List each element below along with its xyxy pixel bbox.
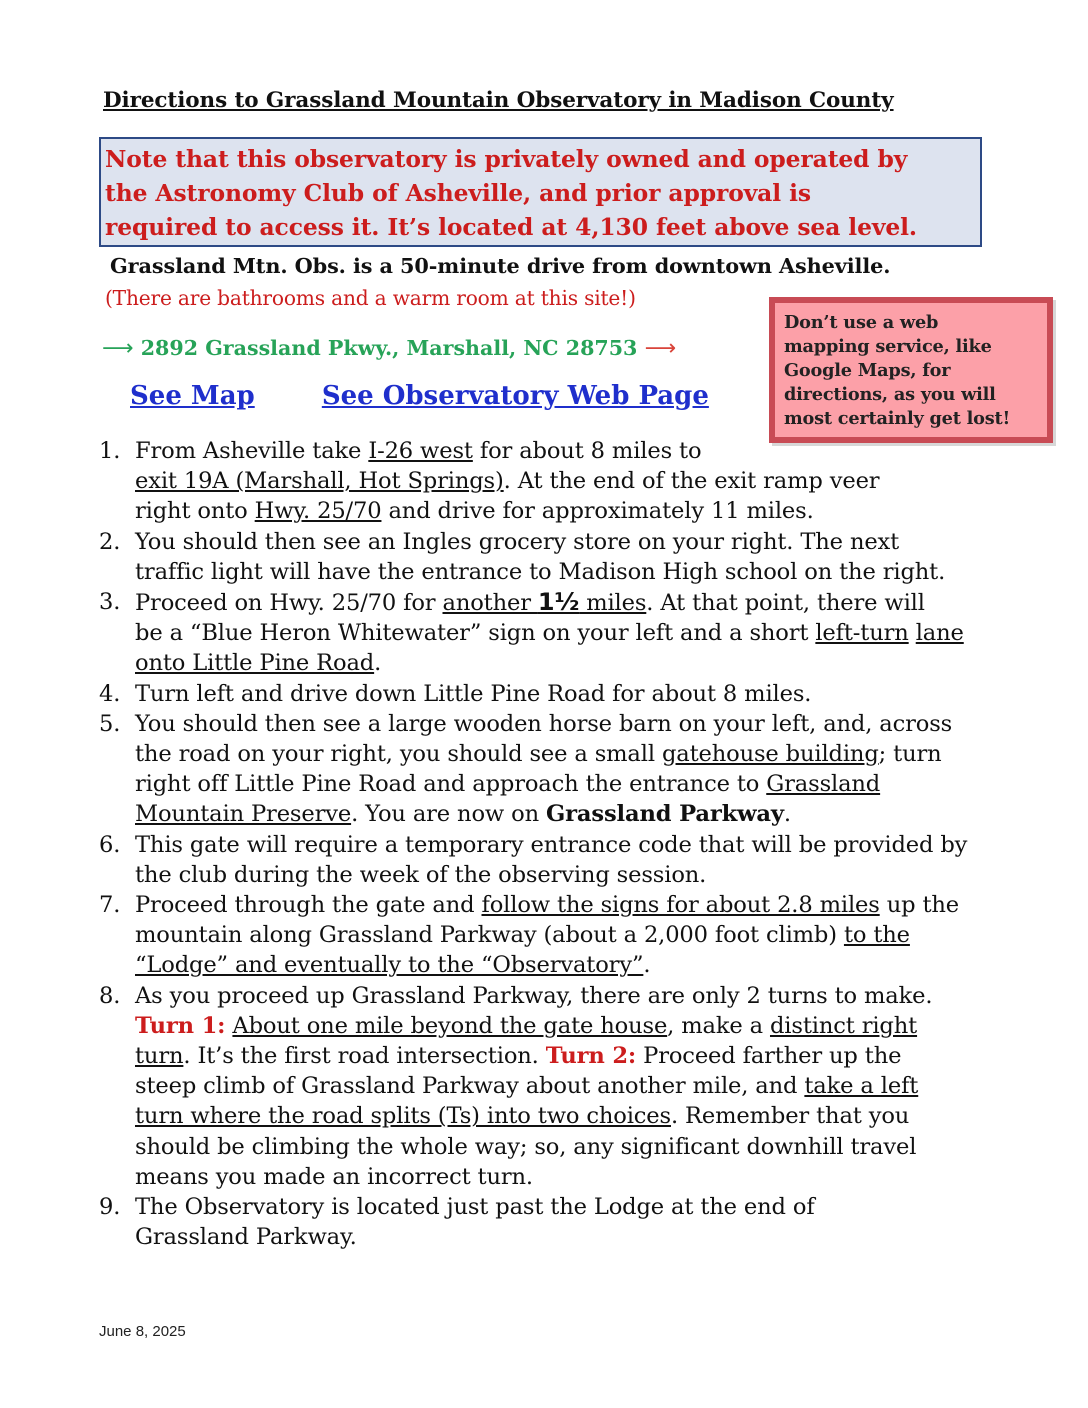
drive-time: Grassland Mtn. Obs. is a 50-minute drive from downtown Asheville. <box>110 253 891 278</box>
bathrooms-note: (There are bathrooms and a warm room at this site!) <box>105 286 636 310</box>
directions-list <box>99 436 999 1252</box>
step-number: 8. <box>99 982 121 1009</box>
step-line: should be climbing the whole way; so, any significant downhill travel <box>135 1133 917 1160</box>
observatory-web-page-link[interactable]: See Observatory Web Page <box>321 381 709 411</box>
arrow-right-icon: ⟶ <box>644 336 677 361</box>
step-line: right off Little Pine Road and approach the entrance to Grassland <box>135 771 881 798</box>
step-number: 7. <box>99 892 121 919</box>
step-line: Mountain Preserve. You are now on Grassland Parkway. <box>135 801 791 828</box>
step-line: turn where the road splits (Ts) into two choices. Remember that you <box>135 1103 910 1130</box>
step-number: 6. <box>99 831 121 858</box>
see-map-link[interactable]: See Map <box>130 381 255 411</box>
step-line: As you proceed up Grassland Parkway, there are only 2 turns to make. <box>135 982 933 1009</box>
step-line: The Observatory is located just past the Lodge at the end of <box>135 1194 815 1221</box>
step-line: right onto Hwy. 25/70 and drive for approximately 11 miles. <box>135 498 814 525</box>
approval-note <box>99 137 982 247</box>
step-line: the club during the week of the observing session. <box>135 861 707 888</box>
address-text: 2892 Grassland Pkwy., Marshall, NC 28753 <box>140 336 638 360</box>
direction-step <box>99 709 999 830</box>
warning-line: most certainly get lost! <box>784 408 1011 429</box>
step-line: Turn left and drive down Little Pine Road for about 8 miles. <box>135 680 812 707</box>
direction-step <box>99 679 999 709</box>
step-line: You should then see a large wooden horse barn on your left, and, across <box>135 710 953 737</box>
step-line: Turn 1: About one mile beyond the gate house, make a distinct right <box>135 1012 918 1039</box>
step-line: traffic light will have the entrance to Madison High school on the right. <box>135 558 946 585</box>
step-line: Proceed through the gate and follow the signs for about 2.8 miles up the <box>135 892 960 919</box>
step-line: steep climb of Grassland Parkway about another mile, and take a left <box>135 1073 919 1100</box>
step-line: From Asheville take I-26 west for about 8 miles to <box>135 438 702 464</box>
warning-line: Don’t use a web <box>784 312 939 333</box>
step-number: 1. <box>99 438 121 464</box>
step-line: You should then see an Ingles grocery store on your right. The next <box>135 528 900 555</box>
step-number: 2. <box>99 528 121 555</box>
map-warning-text <box>775 303 1047 437</box>
step-number: 5. <box>99 710 121 737</box>
warning-line: Google Maps, for <box>784 360 951 381</box>
note-line: required to access it. It’s located at 4,130 feet above sea level. <box>105 213 917 241</box>
note-line: Note that this observatory is privately owned and operated by <box>105 145 908 173</box>
document-date: June 8, 2025 <box>99 1323 186 1340</box>
turn-1-label: Turn 1: <box>135 1012 226 1039</box>
step-line: This gate will require a temporary entrance code that will be provided by <box>135 831 968 858</box>
map-warning-box <box>769 297 1053 443</box>
links-row <box>130 381 709 411</box>
address-line <box>102 336 676 361</box>
direction-step <box>99 436 999 527</box>
direction-step <box>99 527 999 587</box>
turn-2-label: Turn 2: <box>545 1043 637 1070</box>
note-line: the Astronomy Club of Asheville, and prior approval is <box>105 179 811 207</box>
warning-line: mapping service, like <box>784 336 992 357</box>
step-line: Grassland Parkway. <box>135 1224 357 1251</box>
step-number: 9. <box>99 1194 121 1221</box>
step-line: be a “Blue Heron Whitewater” sign on your left and a short left-turn lane <box>135 620 964 647</box>
step-line: “Lodge” and eventually to the “Observatory”. <box>135 952 651 979</box>
step-line: turn. It’s the first road intersection. Turn 2: Proceed farther up the <box>135 1043 902 1070</box>
step-line: exit 19A (Marshall, Hot Springs). At the end of the exit ramp veer <box>135 468 880 495</box>
direction-step <box>99 1192 999 1252</box>
step-line: onto Little Pine Road. <box>135 650 382 677</box>
direction-step <box>99 981 999 1192</box>
direction-step <box>99 587 999 679</box>
direction-step <box>99 890 999 981</box>
page-title: Directions to Grassland Mountain Observatory in Madison County <box>103 88 894 113</box>
step-line: mountain along Grassland Parkway (about a 2,000 foot climb) to the <box>135 922 910 949</box>
step-line: the road on your right, you should see a small gatehouse building; turn <box>135 741 942 768</box>
arrow-right-icon: ⟶ <box>102 336 134 361</box>
step-number: 4. <box>99 680 121 707</box>
step-line: Proceed on Hwy. 25/70 for another 1½ miles. At that point, there will <box>135 588 925 617</box>
step-number: 3. <box>99 589 121 616</box>
warning-line: directions, as you will <box>784 384 996 405</box>
step-line: means you made an incorrect turn. <box>135 1163 533 1190</box>
direction-step <box>99 830 999 890</box>
